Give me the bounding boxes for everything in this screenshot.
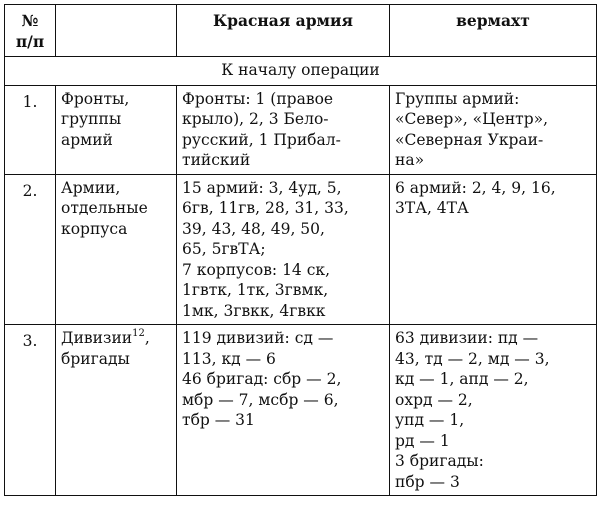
section-row <box>5 57 597 86</box>
wehrmacht-line: 3ТА, 4ТА <box>395 199 469 217</box>
table-row <box>5 325 597 496</box>
wehrmacht-line: 63 дивизии: пд — <box>395 329 539 347</box>
category-text: Дивизии <box>61 329 133 347</box>
table-row <box>5 85 597 174</box>
header-number-line1: № <box>21 11 39 30</box>
red-army-line: Фронты: 1 (правое <box>182 89 334 108</box>
row-number: 1. <box>5 85 56 174</box>
red-army-line: 65, 5гвТА; <box>182 240 266 258</box>
category-line: Фронты, <box>61 89 130 108</box>
footnote-marker: 12 <box>132 327 145 339</box>
red-army-line: мбр — 7, мсбр — 6, <box>182 390 339 409</box>
red-army-line: 119 дивизий: сд — <box>182 329 334 347</box>
row-category <box>56 325 177 496</box>
red-army-line: 113, кд — 6 <box>182 349 276 368</box>
header-wehrmacht: вермахт <box>390 5 597 57</box>
header-row <box>5 5 597 57</box>
category-line: армий <box>61 130 113 149</box>
red-army-line: тийский <box>182 151 251 169</box>
red-army-line: русский, 1 Прибал- <box>182 130 341 149</box>
category-line <box>61 328 171 349</box>
row-red-army <box>177 174 390 325</box>
red-army-line: 1мк, 3гвкк, 4гвкк <box>182 301 326 320</box>
forces-comparison-table <box>4 4 597 496</box>
header-red-army: Красная армия <box>177 5 390 57</box>
row-wehrmacht <box>390 325 597 496</box>
wehrmacht-line: Группы армий: <box>395 89 520 108</box>
row-number: 3. <box>5 325 56 496</box>
red-army-line: 46 бригад: сбр — 2, <box>182 370 342 388</box>
red-army-line: 15 армий: 3, 4уд, 5, <box>182 178 342 197</box>
category-line: бригады <box>61 349 130 368</box>
wehrmacht-line: 43, тд — 2, мд — 3, <box>395 349 550 368</box>
section-title: К началу операции <box>5 57 597 86</box>
header-category <box>56 5 177 57</box>
category-line: группы <box>61 110 122 128</box>
row-red-army <box>177 325 390 496</box>
table-row <box>5 174 597 325</box>
row-wehrmacht <box>390 85 597 174</box>
category-punct: , <box>144 329 150 347</box>
wehrmacht-line: 6 армий: 2, 4, 9, 16, <box>395 178 556 197</box>
red-army-line: 7 корпусов: 14 ск, <box>182 260 331 279</box>
row-number: 2. <box>5 174 56 325</box>
red-army-line: 6гв, 11гв, 28, 31, 33, <box>182 199 349 217</box>
header-number-line2: п/п <box>15 32 45 51</box>
wehrmacht-line: пбр — 3 <box>395 472 460 491</box>
wehrmacht-line: кд — 1, апд — 2, <box>395 370 529 388</box>
wehrmacht-line: охрд — 2, <box>395 390 473 409</box>
row-category <box>56 85 177 174</box>
wehrmacht-line: упд — 1, <box>395 411 465 429</box>
row-red-army <box>177 85 390 174</box>
row-wehrmacht <box>390 174 597 325</box>
red-army-line: 1гвтк, 1тк, 3гвмк, <box>182 281 329 299</box>
wehrmacht-line: на» <box>395 151 425 169</box>
wehrmacht-line: «Север», «Центр», <box>395 110 549 128</box>
red-army-line: 39, 43, 48, 49, 50, <box>182 219 325 238</box>
header-number <box>5 5 56 57</box>
category-line: отдельные <box>61 199 148 217</box>
wehrmacht-line: «Северная Украи- <box>395 130 544 149</box>
wehrmacht-line: 3 бригады: <box>395 452 484 470</box>
category-line: Армии, <box>61 178 121 197</box>
wehrmacht-line: рд — 1 <box>395 431 450 450</box>
category-line: корпуса <box>61 219 128 238</box>
row-category <box>56 174 177 325</box>
red-army-line: крыло), 2, 3 Бело- <box>182 110 329 128</box>
red-army-line: тбр — 31 <box>182 411 255 429</box>
